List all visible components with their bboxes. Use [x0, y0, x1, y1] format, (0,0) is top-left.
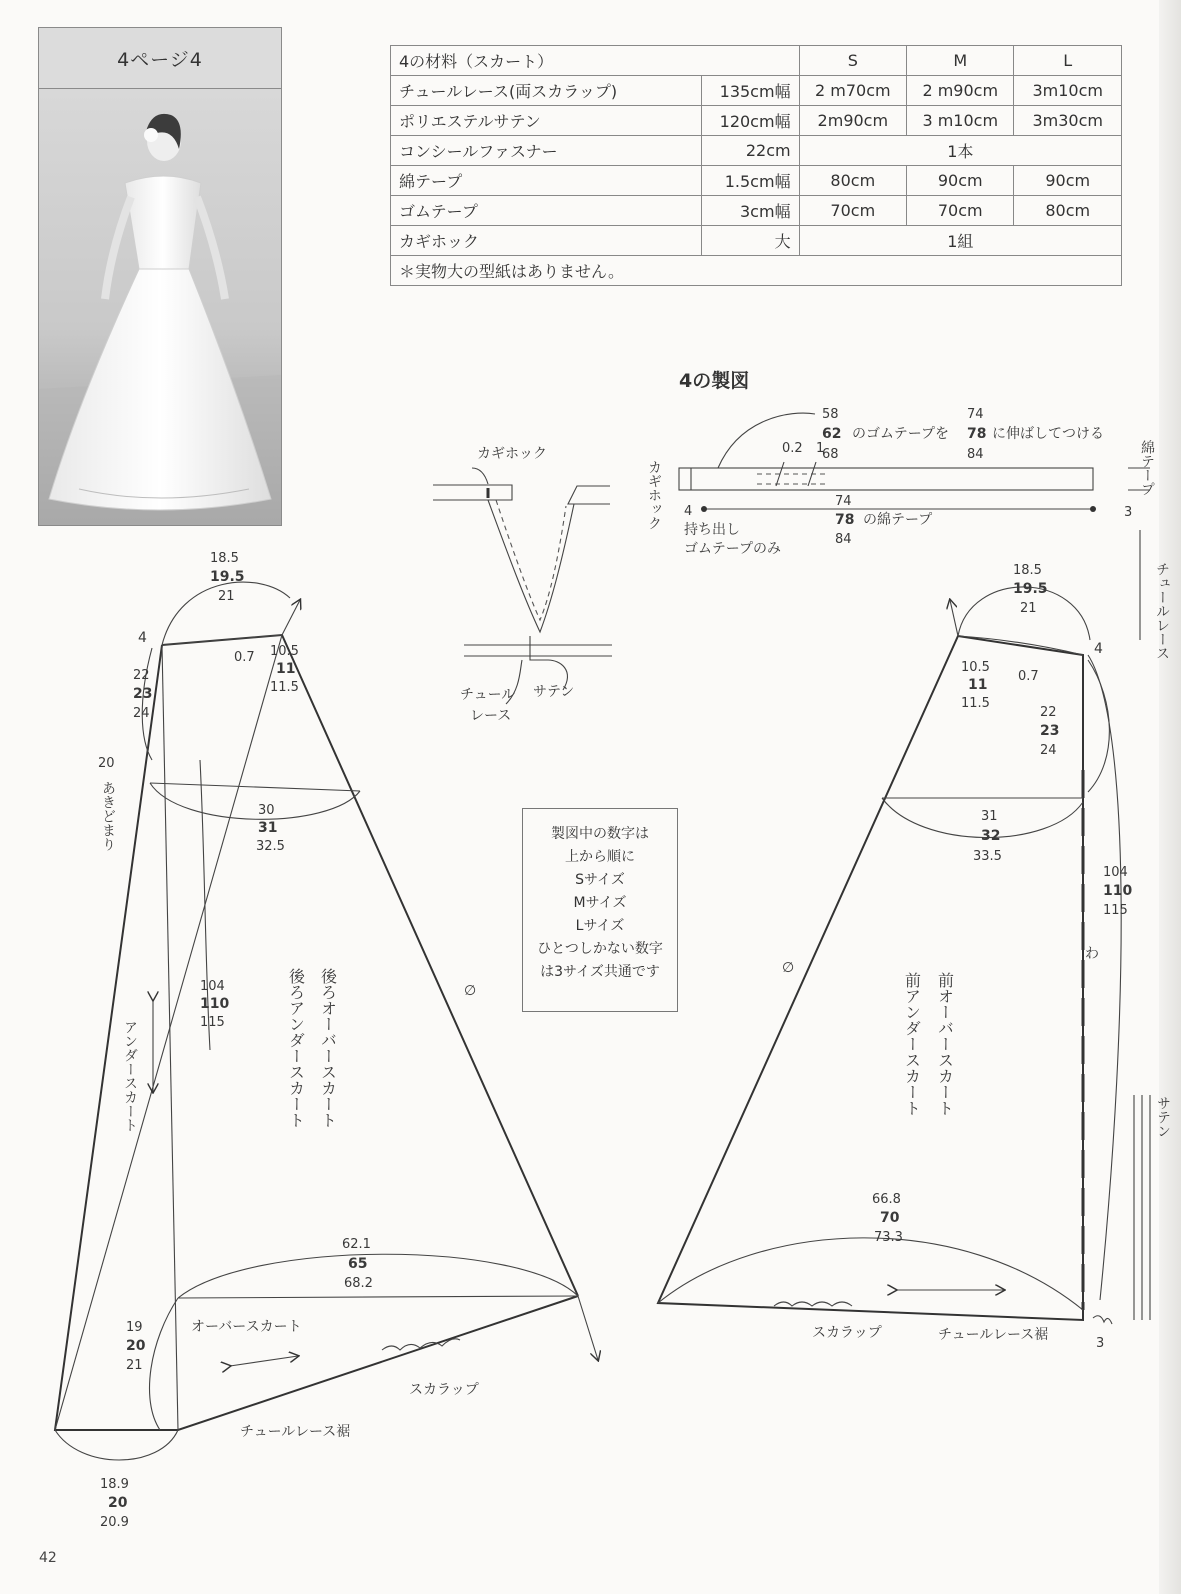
front-hipdepth-m: 23 — [1040, 723, 1060, 739]
elastic-s: 58 — [822, 407, 839, 422]
material-spec: 3cm幅 — [701, 196, 799, 226]
material-qty-s: 2 m70cm — [799, 76, 906, 106]
back-under-skirt-label: アンダースカート — [122, 1020, 138, 1132]
back-hem-m: 65 — [348, 1256, 368, 1272]
back-opening-num: 20 — [98, 756, 115, 771]
back-side-s: 19 — [126, 1320, 143, 1335]
elastic-text: のゴムテープを — [852, 426, 950, 442]
front-fold-label: わ — [1085, 946, 1099, 962]
back-opening-label: あきどまり — [100, 781, 116, 851]
material-qty-l: 80cm — [1014, 196, 1122, 226]
back-hem-grain-arrow — [230, 1356, 298, 1366]
back-hipdepth-l: 24 — [133, 706, 150, 721]
material-qty-all: 1組 — [799, 226, 1121, 256]
material-spec: 22cm — [701, 136, 799, 166]
note-line: Mサイズ — [573, 895, 627, 911]
material-qty-m: 2 m90cm — [907, 76, 1014, 106]
back-hipdepth-s: 22 — [133, 668, 150, 683]
back-bias-mark: ∅ — [464, 983, 477, 999]
edge-vertical-lines — [1134, 1095, 1150, 1320]
front-hip-s: 31 — [981, 809, 998, 824]
material-qty-m: 3 m10cm — [907, 106, 1014, 136]
table-header-label: 4の材料（スカート） — [391, 46, 800, 76]
stretch-s: 74 — [967, 407, 984, 422]
satin-label: サテン — [533, 684, 575, 700]
back-scallop-label: スカラップ — [409, 1382, 479, 1398]
note-line: Lサイズ — [575, 918, 625, 934]
back-bottom-s: 18.9 — [100, 1477, 129, 1492]
back-hip-m: 31 — [258, 820, 278, 836]
back-hipdepth-m: 23 — [133, 686, 153, 702]
back-grain-arrow-bottom — [578, 1296, 598, 1360]
note-line: ひとつしかない数字 — [537, 941, 663, 957]
photo-caption: 4ページ4 — [39, 28, 281, 89]
back-hem-label: チュールレース裾 — [240, 1424, 351, 1440]
note-line: Sサイズ — [575, 872, 625, 888]
tape-s: 74 — [835, 494, 852, 509]
back-corner: 4 — [138, 630, 147, 646]
size-header-l: L — [1014, 46, 1122, 76]
note-line: は3サイズ共通です — [540, 964, 660, 980]
material-spec: 大 — [701, 226, 799, 256]
front-outline — [658, 636, 1083, 1320]
back-hip-s: 30 — [258, 803, 275, 818]
hook-num: 4 — [684, 504, 693, 519]
material-name: ゴムテープ — [391, 196, 702, 226]
edge-tulle-label: チュールレース — [1154, 562, 1170, 660]
front-hem-mark — [1093, 1316, 1112, 1324]
back-hip-l: 32.5 — [256, 839, 285, 854]
tape-m: 78 — [835, 512, 855, 528]
edge-fragments — [1124, 439, 1171, 1320]
material-qty-l: 3m30cm — [1014, 106, 1122, 136]
back-bottom-arc — [55, 1430, 178, 1460]
back-waist-l: 11.5 — [270, 680, 299, 695]
dim-02: 0.2 — [782, 441, 803, 456]
note-line: 上から順に — [565, 849, 635, 865]
front-top-m: 19.5 — [1013, 581, 1048, 597]
back-skirt-pattern — [55, 551, 598, 1530]
material-name: コンシールファスナー — [391, 136, 702, 166]
elastic-m: 62 — [822, 426, 842, 442]
material-name: チュールレース(両スカラップ) — [391, 76, 702, 106]
size-header-s: S — [799, 46, 906, 76]
front-hem-arc — [658, 1238, 1083, 1310]
front-title-2: 前アンダースカート — [902, 972, 922, 1116]
back-overskirt-hem — [178, 1296, 578, 1298]
material-name: カギホック — [391, 226, 702, 256]
back-hem-s: 62.1 — [342, 1237, 371, 1252]
extension-label: 持ち出し — [684, 522, 740, 538]
front-top-l: 21 — [1020, 601, 1037, 616]
back-waist-side-line — [162, 635, 578, 1296]
page-number: 42 — [39, 1550, 57, 1566]
front-waist-s: 10.5 — [961, 660, 990, 675]
back-hip-line — [150, 783, 360, 791]
back-title-2: 後ろアンダースカート — [286, 968, 306, 1128]
front-hem-m: 70 — [880, 1210, 900, 1226]
front-length-l: 115 — [1103, 903, 1128, 918]
back-top-m: 19.5 — [210, 569, 245, 585]
table-note: ＊実物大の型紙はありません。 — [391, 256, 1122, 286]
tape-end-dot — [1090, 506, 1096, 512]
chart-title: 4の製図 — [679, 370, 750, 392]
back-length-l: 115 — [200, 1015, 225, 1030]
material-qty-l: 3m10cm — [1014, 76, 1122, 106]
dim-1: 1 — [816, 441, 825, 456]
front-title-1: 前オーバースカート — [935, 972, 955, 1116]
back-overskirt-label: オーバースカート — [191, 1319, 302, 1335]
tape-text: の綿テープ — [863, 512, 933, 528]
front-length-m: 110 — [1103, 883, 1133, 899]
stretch-l: 84 — [967, 447, 984, 462]
size-header-m: M — [907, 46, 1014, 76]
hook-label: カギホック — [477, 446, 547, 462]
front-hipdepth-l: 24 — [1040, 743, 1057, 758]
front-grain-arrow-top — [950, 600, 958, 636]
back-length-m: 110 — [200, 996, 230, 1012]
front-waist-m: 11 — [968, 677, 988, 693]
right-band — [568, 486, 610, 504]
hook-leader — [472, 468, 488, 484]
elastic-l: 68 — [822, 447, 839, 462]
tulle-label-2: レース — [470, 708, 512, 724]
front-hem-num: 3 — [1096, 1336, 1105, 1351]
zipper-v — [488, 500, 574, 632]
front-hip-m: 32 — [981, 828, 1001, 844]
tape-start-dot — [701, 506, 707, 512]
hook-vertical-label: カギホック — [646, 460, 662, 530]
back-waist-m: 11 — [276, 661, 296, 677]
elastic-only-label: ゴムテープのみ — [684, 541, 782, 557]
front-hip-l: 33.5 — [973, 849, 1002, 864]
back-hem-l: 68.2 — [344, 1276, 373, 1291]
back-dip: 0.7 — [234, 650, 255, 665]
back-side-m: 20 — [126, 1338, 146, 1354]
material-qty-m: 70cm — [907, 196, 1014, 226]
edge-tape-label: 綿テープ — [1139, 440, 1155, 496]
fabric-lines — [464, 645, 612, 656]
front-dip: 0.7 — [1018, 669, 1039, 684]
front-length-arc — [1088, 655, 1121, 1300]
back-hem-arc — [178, 1254, 578, 1298]
stretch-m: 78 — [967, 426, 987, 442]
left-band — [433, 485, 512, 500]
zipper-stitch — [496, 500, 566, 620]
note-line: 製図中の数字は — [551, 826, 649, 842]
material-spec: 120cm幅 — [701, 106, 799, 136]
stitch-marks — [757, 474, 826, 484]
material-name: 綿テープ — [391, 166, 702, 196]
front-waist-l: 11.5 — [961, 696, 990, 711]
back-bottom-m: 20 — [108, 1495, 128, 1511]
front-scallop-label: スカラップ — [812, 1325, 882, 1341]
front-corner: 4 — [1094, 641, 1103, 657]
material-name: ポリエステルサテン — [391, 106, 702, 136]
back-waist-curve — [162, 635, 282, 645]
back-waist-s: 10.5 — [270, 644, 299, 659]
back-side-l: 21 — [126, 1358, 143, 1373]
back-side-arc — [150, 1298, 178, 1430]
front-top-s: 18.5 — [1013, 563, 1042, 578]
material-qty-m: 90cm — [907, 166, 1014, 196]
edge-num: 3 — [1124, 505, 1133, 520]
material-spec: 1.5cm幅 — [701, 166, 799, 196]
front-hem-label: チュールレース裾 — [938, 1327, 1049, 1343]
material-qty-s: 2m90cm — [799, 106, 906, 136]
material-spec: 135cm幅 — [701, 76, 799, 106]
back-title-1: 後ろオーバースカート — [318, 968, 338, 1128]
front-hipdepth-s: 22 — [1040, 705, 1057, 720]
waistband-diagram — [646, 407, 1104, 557]
material-qty-l: 90cm — [1014, 166, 1122, 196]
material-qty-all: 1本 — [799, 136, 1121, 166]
stretch-text: に伸ばしてつける — [992, 426, 1104, 442]
front-skirt-pattern — [658, 563, 1132, 1351]
back-hipdepth-arc — [142, 648, 152, 760]
back-bottom-l: 20.9 — [100, 1515, 129, 1530]
hook-detail-diagram — [433, 446, 612, 724]
back-top-l: 21 — [218, 589, 235, 604]
tape-l: 84 — [835, 532, 852, 547]
back-length-s: 104 — [200, 979, 225, 994]
front-hem-s: 66.8 — [872, 1192, 901, 1207]
front-bias-mark: ∅ — [782, 960, 795, 976]
front-hem-l: 73.3 — [874, 1230, 903, 1245]
tulle-label-1: チュール — [460, 687, 516, 703]
edge-satin-label: サテン — [1155, 1096, 1171, 1138]
material-qty-s: 70cm — [799, 196, 906, 226]
front-length-s: 104 — [1103, 865, 1128, 880]
back-grain-arrow-top — [282, 600, 300, 635]
back-hip-arc — [150, 783, 360, 819]
front-scallop-mark — [774, 1302, 852, 1306]
back-under-line — [55, 635, 282, 1430]
back-top-s: 18.5 — [210, 551, 239, 566]
waistband-rect — [679, 468, 1093, 490]
material-qty-s: 80cm — [799, 166, 906, 196]
